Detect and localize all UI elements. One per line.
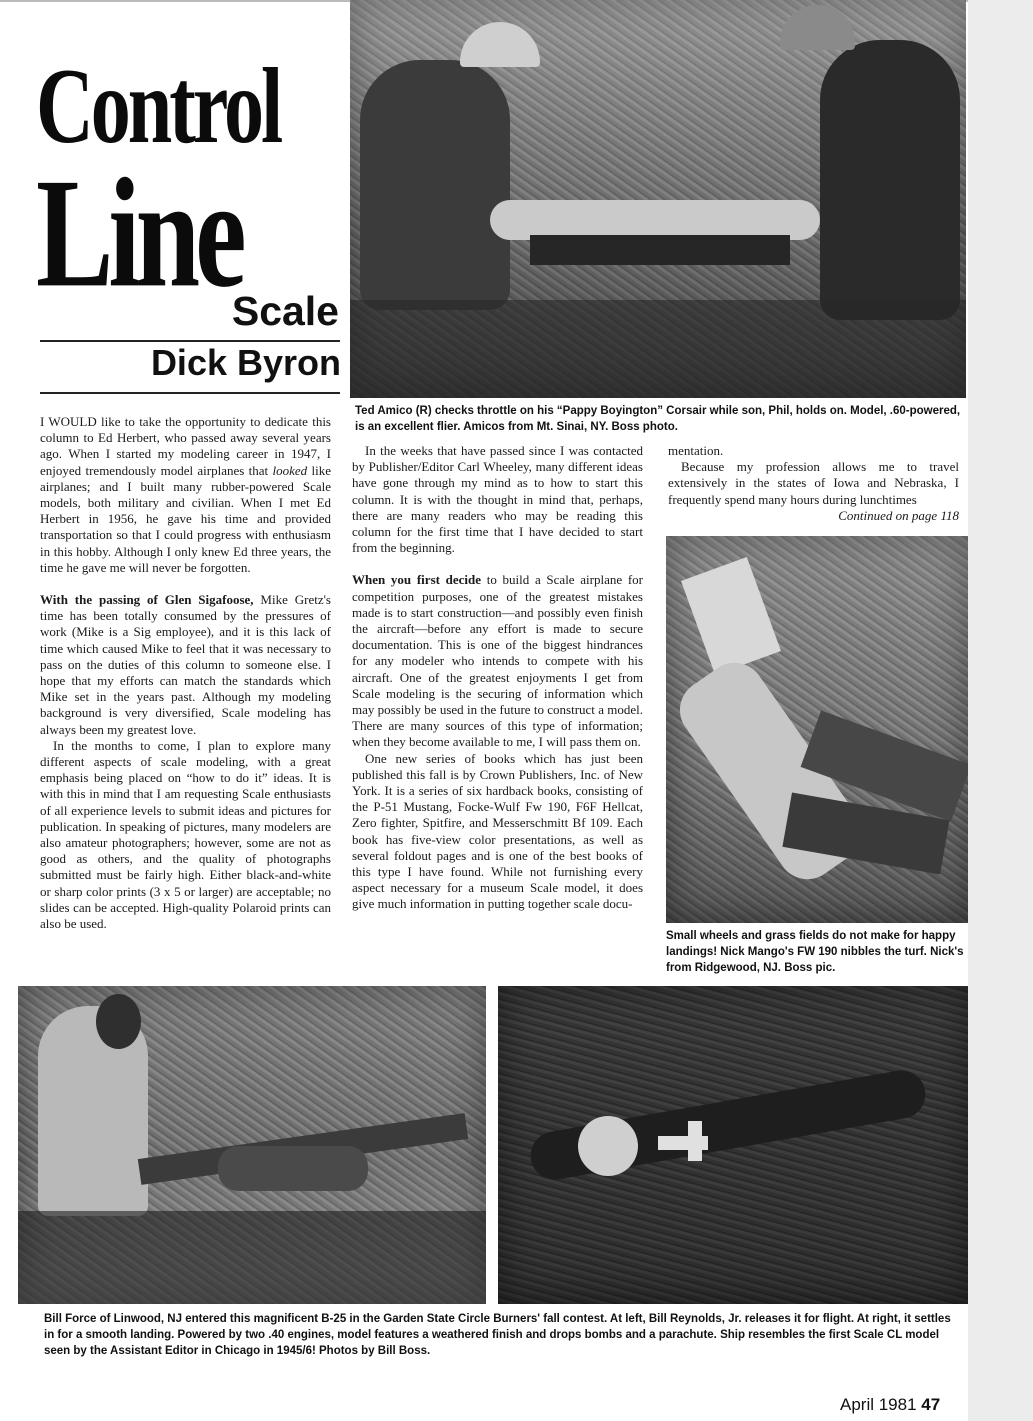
page-margin-strip: [968, 0, 1033, 1421]
paragraph-text: to build a Scale airplane for competition purposes, one of the greatest mistakes made is to start construction—and possibly even finish the aircraft—before any effort is made to secure documentation. This is one of the biggest hindrances for any modeler who intends to compete with his aircraft. One of the greatest enjoyments I get from Scale modeling is the securing of information which may possibly be used in the future to construct a model. There are many sources of this type of information; when they become available to me, I will pass them on.: [352, 572, 643, 750]
photo-b25-landing: [498, 986, 968, 1304]
caption-right-photo: Small wheels and grass fields do not make for happy landings! Nick Mango's FW 190 nibbles the turf. Nick's from Ridgewood, NJ. Boss pic.: [666, 930, 964, 974]
section-lead: With the passing of Glen Sigafoose,: [40, 592, 254, 608]
paragraph: [352, 572, 643, 750]
article-column-2: [352, 443, 643, 913]
paragraph-text: Mike Gretz's time has been totally consumed by the pressures of work (Mike is a Sig employee), and it is this lack of time which caused Mike to feel that it was necessary to pass on the duties of this column to someone else. I hope that my efforts can match the standards which Mike set in the years past. Although my modeling background is very diversified, Scale modeling has always been my greatest love.: [40, 592, 331, 737]
paragraph: In the weeks that have passed since I was contacted by Publisher/Editor Carl Wheeley, many different ideas have gone through my mind as to how to start this column. It is with the thought in mind that, perhaps, there are many readers who may be reading this column for the first time that I have decided to start from the beginning.: [352, 443, 643, 556]
continued-link[interactable]: Continued on page 118: [838, 507, 959, 523]
paragraph-text: I WOULD like to take the opportunity to dedicate this column to Ed Herbert, who passed away several years ago. When I started my modeling career in 1947, I enjoyed tremendously model airplanes that: [40, 414, 331, 478]
paragraph: [40, 592, 331, 738]
article-column-3: [668, 443, 959, 524]
author-byline: Dick Byron: [150, 342, 341, 383]
page-footer: [840, 1395, 940, 1415]
photo-corsair-throttle-check: [350, 0, 966, 398]
title-line-2: Line: [36, 147, 242, 321]
title-line-1: Control: [36, 47, 281, 167]
section-lead: When you first decide: [352, 572, 482, 588]
photo-fw190-nose-over: [666, 536, 968, 923]
issue-date: April 1981: [840, 1395, 917, 1414]
caption-top-photo: Ted Amico (R) checks throttle on his “Pappy Boyington” Corsair while son, Phil, holds on. Model, .60-powered, is an excellent flier. Amicos from Mt. Sinai, NY. Boss photo.: [355, 405, 961, 433]
paragraph-text: like airplanes; and I built many rubber-powered Scale models, both military and civilian. When I met Ed Herbert in 1956, he gave his time and provided transportation so that I could progress with enthusiasm in this hobby. Although I only knew Ed three years, the time he gave me will never be forgotten.: [40, 462, 332, 575]
paragraph: One new series of books which has just been published this fall is by Crown Publishers, Inc. of New York. It is a series of six hardback books, consisting of the P-51 Mustang, Focke-Wulf Fw 190, F6F Hellcat, Zero fighter, Spitfire, and Messerschmitt Bf 109. Each book has five-view color presentations, as well as several foldout pages and is one of the best books of this type I have found. While not furnishing every aspect necessary for a museum Scale model, it does give much information in putting together scale docu-: [352, 750, 643, 912]
byline-rule: [40, 392, 340, 394]
paragraph: Because my profession allows me to travel extensively in the states of Iowa and Nebraska, I frequently spend many hours during lunchtimes: [668, 459, 959, 507]
paragraph: mentation.: [668, 443, 724, 458]
caption-bottom-photos: Bill Force of Linwood, NJ entered this magnificent B-25 in the Garden State Circle Burners' fall contest. At left, Bill Reynolds, Jr. releases it for flight. At right, it settles in for a smooth landing. Powered by two .40 engines, model features a weathered finish and drops bombs and a parachute. Ship resembles the first Scale CL model seen by the Assistant Editor in Chicago in 1945/6! Photos by Bill Boss.: [44, 1313, 951, 1357]
paragraph: In the months to come, I plan to explore many different aspects of scale modeling, with a great emphasis being placed on “how to do it” ideas. It is with this in mind that I am requesting Scale enthusiasts of all experience levels to submit ideas and pictures for publication. In speaking of pictures, many modelers are also amateur photographers; however, some are not as good as others, and the quality of photographs submitted must be fairly high. Either black-and-white or sharp color prints (3 x 5 or larger) are acceptable; no slides can be accepted. High-quality Polaroid prints can also be used.: [40, 737, 331, 932]
page-number: 47: [921, 1395, 941, 1414]
subtitle: Scale: [231, 288, 339, 334]
paragraph: [40, 414, 331, 576]
article-column-1: [40, 414, 331, 932]
paragraph-emphasis: looked: [272, 462, 308, 478]
photo-b25-release: [18, 986, 486, 1304]
